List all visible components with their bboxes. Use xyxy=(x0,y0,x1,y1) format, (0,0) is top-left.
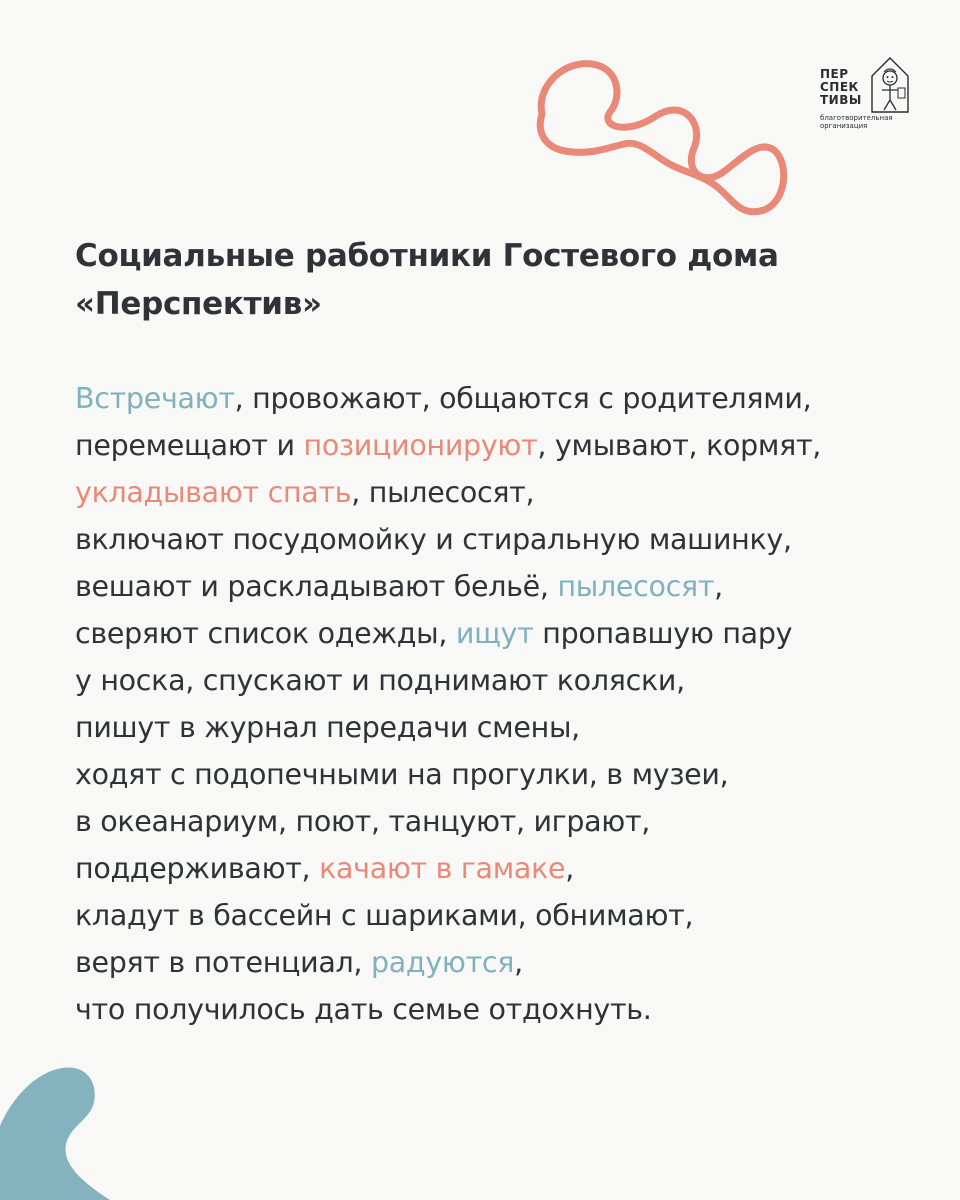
body-text-segment: пишут в журнал передачи смены, xyxy=(75,711,580,744)
body-text-segment: , умывают, кормят, xyxy=(537,429,822,462)
body-text-segment: сверяют список одежды, xyxy=(75,617,456,650)
body-text-segment: вешают и раскладывают бельё, xyxy=(75,570,558,603)
body-line xyxy=(75,516,935,563)
logo-wordmark xyxy=(820,68,862,107)
page-title xyxy=(75,232,875,328)
highlighted-verb: пылесосят xyxy=(557,570,715,603)
logo-subtitle-line: организация xyxy=(820,122,868,130)
body-text-segment: перемещают и xyxy=(75,429,304,462)
body-line xyxy=(75,751,935,798)
highlighted-verb: ищут xyxy=(455,617,534,650)
body-text-segment: кладут в бассейн с шариками, обнимают, xyxy=(75,899,694,932)
highlighted-verb: Встречают xyxy=(75,382,235,415)
logo-word-line: ТИВЫ xyxy=(820,93,862,107)
blob-decoration xyxy=(0,1060,140,1200)
title-line: Социальные работники Гостевого дома xyxy=(75,238,779,274)
body-text-segment: включают посудомойку и стиральную машинку, xyxy=(75,523,792,556)
highlighted-verb: укладывают спать xyxy=(75,476,352,509)
body-text-segment: у носка, спускают и поднимают коляски, xyxy=(75,664,685,697)
body-paragraph xyxy=(75,375,935,1033)
body-line xyxy=(75,892,935,939)
squiggle-decoration xyxy=(528,54,798,224)
highlighted-verb: позиционируют xyxy=(303,429,538,462)
body-text-segment: , xyxy=(514,946,523,979)
body-line xyxy=(75,657,935,704)
body-text-segment: , xyxy=(565,852,574,885)
body-line xyxy=(75,469,935,516)
logo-subtitle xyxy=(820,114,893,130)
body-line xyxy=(75,986,935,1033)
child-drawing-house-icon xyxy=(868,54,914,114)
highlighted-verb: качают в гамаке xyxy=(319,852,566,885)
body-text-segment: , xyxy=(714,570,723,603)
body-text-segment: , пылесосят, xyxy=(351,476,535,509)
body-line xyxy=(75,845,935,892)
body-line xyxy=(75,375,935,422)
body-line xyxy=(75,422,935,469)
highlighted-verb: радуются xyxy=(370,946,515,979)
logo-subtitle-line: благотворительная xyxy=(820,114,893,122)
organization-logo xyxy=(820,54,920,144)
body-line xyxy=(75,704,935,751)
body-text-segment: поддерживают, xyxy=(75,852,320,885)
body-line xyxy=(75,798,935,845)
body-line xyxy=(75,563,935,610)
title-line: «Перспектив» xyxy=(75,286,322,322)
body-text-segment: что получилось дать семье отдохнуть. xyxy=(75,993,652,1026)
body-text-segment: верят в потенциал, xyxy=(75,946,371,979)
body-text-segment: , провожают, общаются с родителями, xyxy=(234,382,812,415)
logo-word-line: ПЕР xyxy=(820,67,849,81)
body-line xyxy=(75,939,935,986)
body-text-segment: пропавшую пару xyxy=(533,617,793,650)
logo-word-line: СПЕК xyxy=(820,80,859,94)
body-line xyxy=(75,610,935,657)
body-text-segment: ходят с подопечными на прогулки, в музеи, xyxy=(75,758,729,791)
body-text-segment: в океанариум, поют, танцуют, играют, xyxy=(75,805,651,838)
